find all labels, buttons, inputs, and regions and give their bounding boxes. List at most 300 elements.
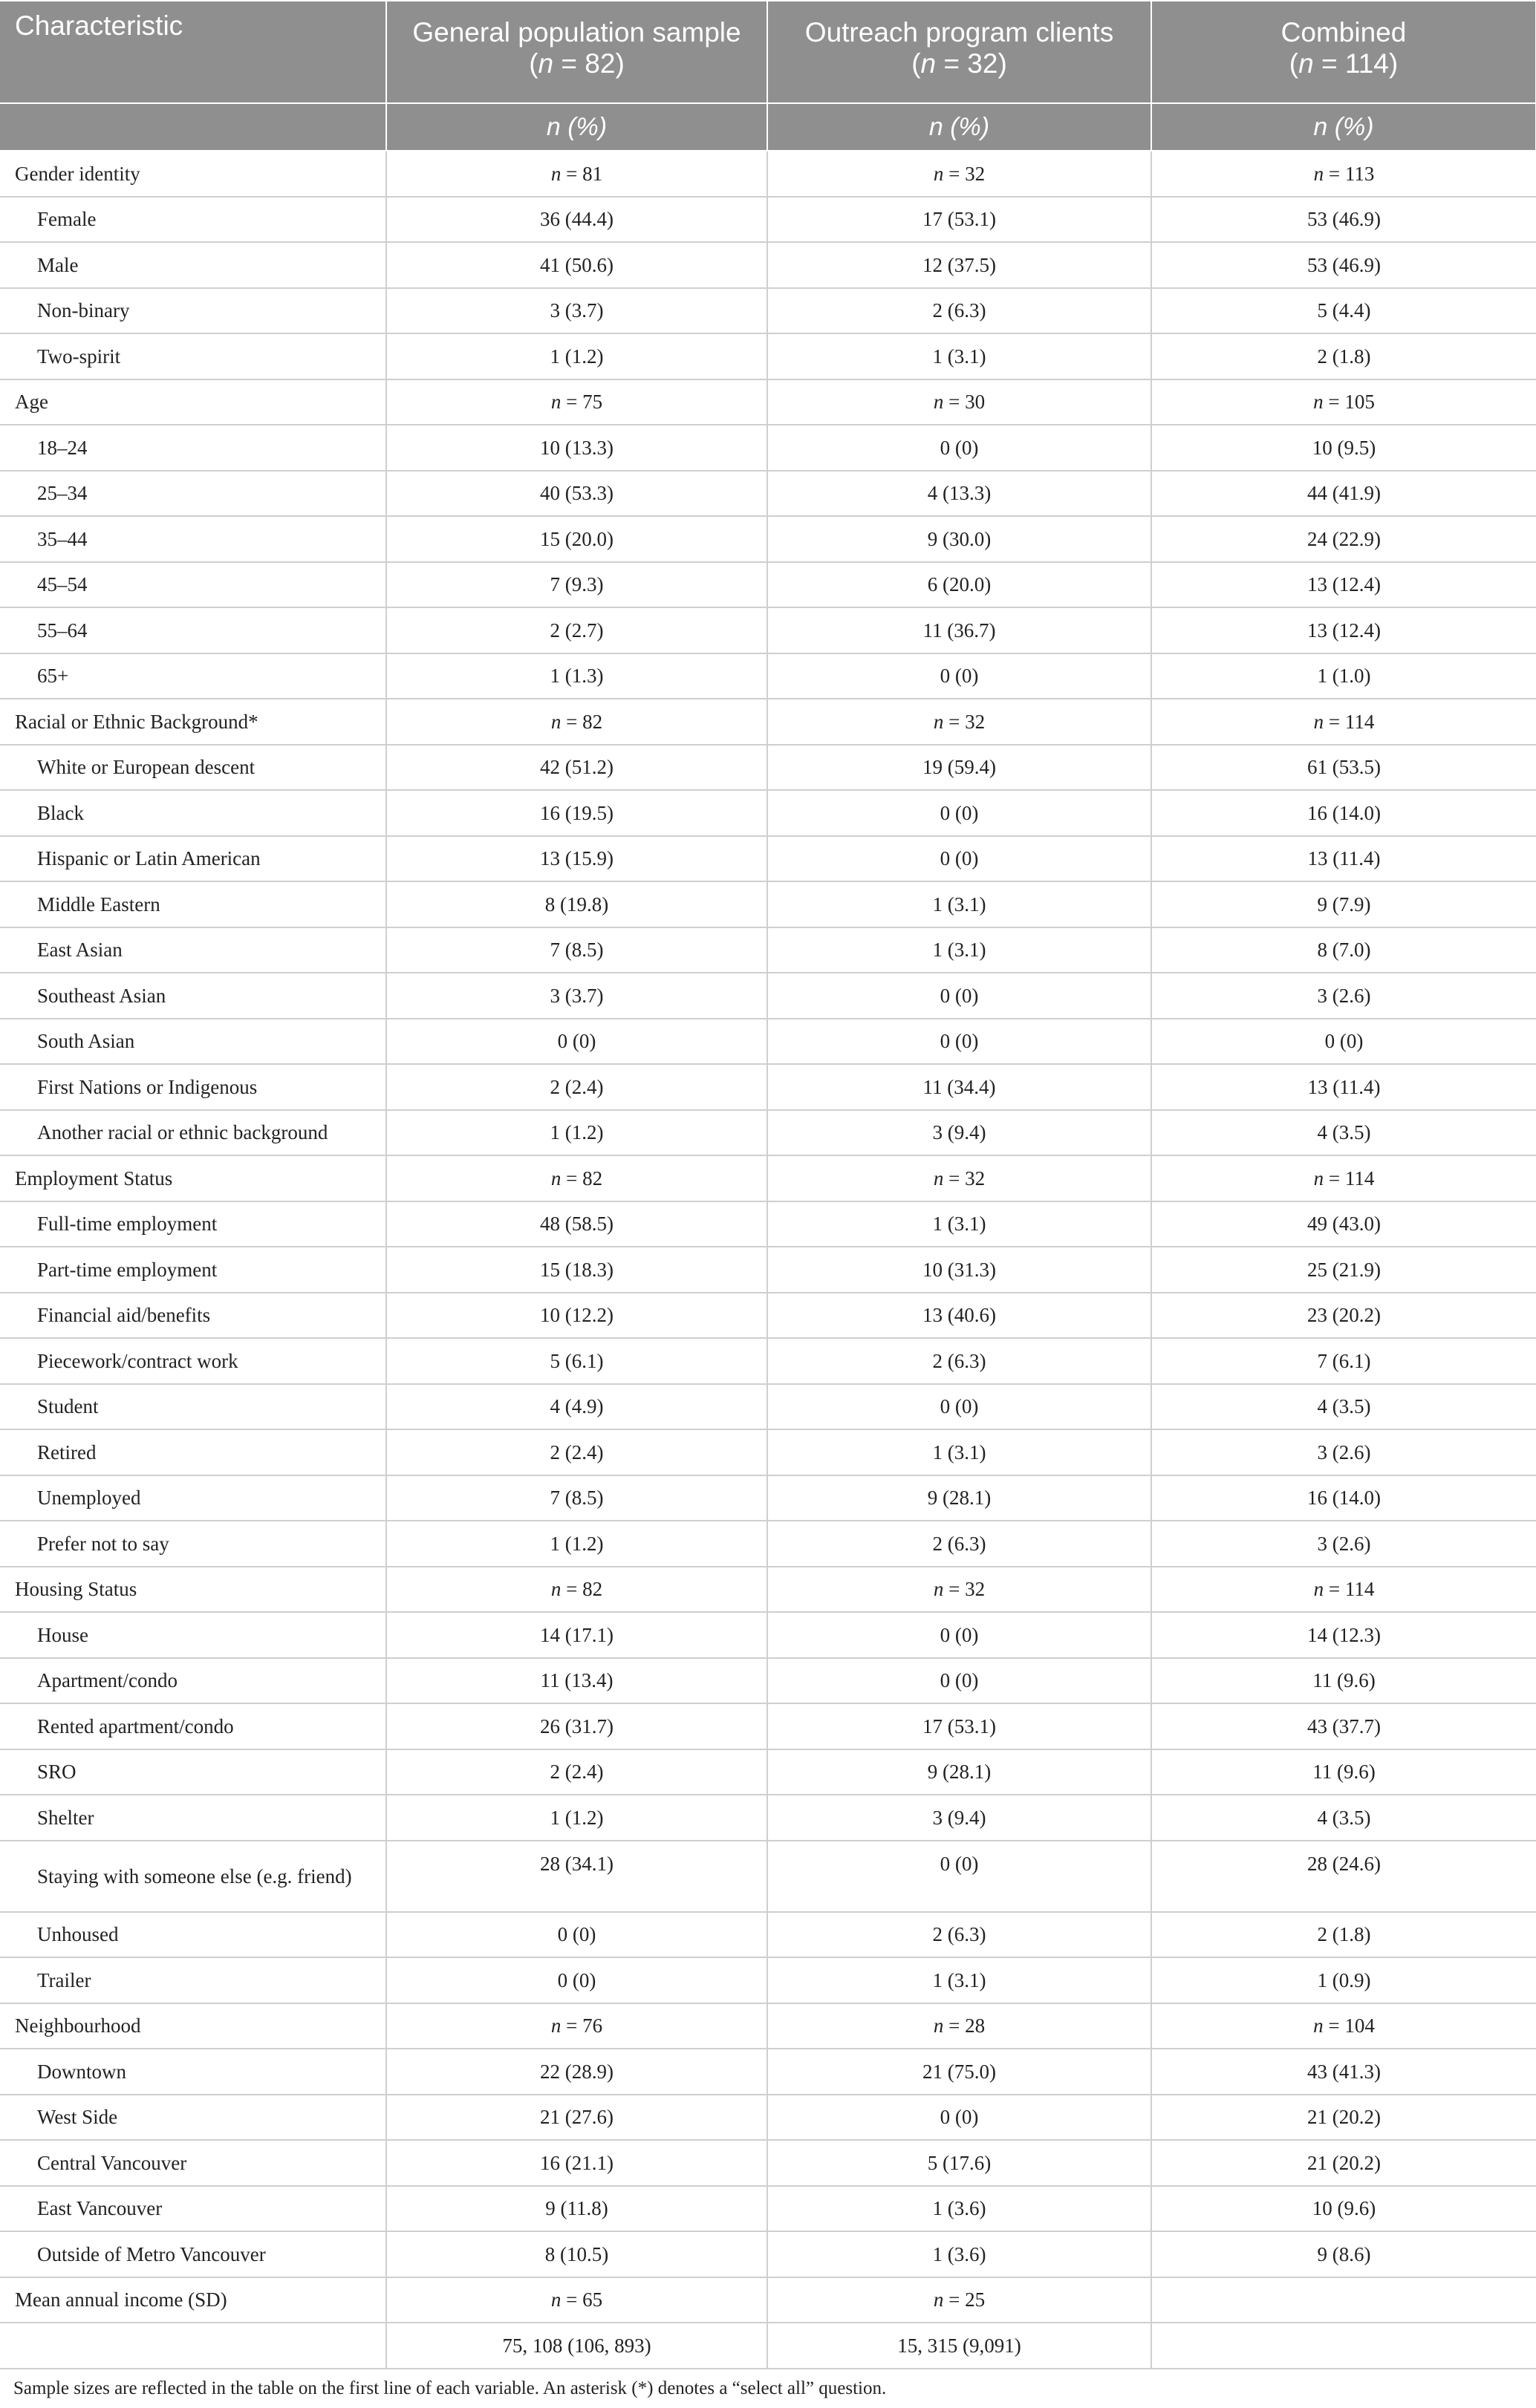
table-row bbox=[0, 2186, 1536, 2232]
outreach-clients-cell: 2 (6.3) bbox=[767, 1912, 1151, 1958]
outreach-clients-cell bbox=[767, 1155, 1151, 1201]
sample-size-n-label: n bbox=[933, 710, 944, 733]
table-row bbox=[0, 790, 1536, 836]
general-population-cell: 9 (11.8) bbox=[386, 2186, 767, 2232]
sample-size-n-label: n bbox=[1313, 391, 1324, 414]
general-population-cell: 15 (20.0) bbox=[386, 516, 767, 562]
outreach-clients-cell: 3 (9.4) bbox=[767, 1795, 1151, 1841]
outreach-clients-cell: 0 (0) bbox=[767, 973, 1151, 1019]
combined-cell: 13 (12.4) bbox=[1151, 562, 1536, 608]
table-row bbox=[0, 2231, 1536, 2277]
combined-cell: 1 (0.9) bbox=[1151, 1957, 1536, 2003]
general-population-cell: 2 (2.4) bbox=[386, 1064, 767, 1110]
category-label: 35–44 bbox=[0, 516, 386, 562]
outreach-clients-cell: 21 (75.0) bbox=[767, 2049, 1151, 2095]
category-label: Prefer not to say bbox=[0, 1521, 386, 1567]
general-population-cell bbox=[386, 379, 767, 425]
header-characteristic: Characteristic bbox=[0, 1, 386, 103]
category-label: Retired bbox=[0, 1429, 386, 1475]
combined-cell: 13 (12.4) bbox=[1151, 607, 1536, 653]
header-combined-n-open: ( bbox=[1289, 48, 1299, 79]
combined-cell: 28 (24.6) bbox=[1151, 1841, 1536, 1912]
combined-cell: 4 (3.5) bbox=[1151, 1110, 1536, 1156]
sample-size-value: = 113 bbox=[1324, 162, 1375, 185]
sample-size-value: = 81 bbox=[561, 162, 603, 185]
variable-label: Employment Status bbox=[0, 1155, 386, 1201]
general-population-cell: 1 (1.2) bbox=[386, 333, 767, 379]
outreach-clients-cell: 6 (20.0) bbox=[767, 562, 1151, 608]
category-label: Shelter bbox=[0, 1795, 386, 1841]
header-combined bbox=[1151, 1, 1536, 103]
category-label: 18–24 bbox=[0, 425, 386, 471]
combined-cell: 53 (46.9) bbox=[1151, 197, 1536, 243]
category-label: 25–34 bbox=[0, 471, 386, 517]
variable-label: Neighbourhood bbox=[0, 2003, 386, 2049]
table-row bbox=[0, 2140, 1536, 2186]
general-population-cell: 14 (17.1) bbox=[386, 1612, 767, 1658]
general-population-cell: 2 (2.4) bbox=[386, 1749, 767, 1795]
combined-cell: 13 (11.4) bbox=[1151, 1064, 1536, 1110]
general-population-cell: 8 (10.5) bbox=[386, 2231, 767, 2277]
table-row bbox=[0, 1612, 1536, 1658]
table-row bbox=[0, 333, 1536, 379]
general-population-cell: 11 (13.4) bbox=[386, 1658, 767, 1704]
category-label: East Vancouver bbox=[0, 2186, 386, 2232]
combined-cell: 16 (14.0) bbox=[1151, 790, 1536, 836]
outreach-clients-cell: 0 (0) bbox=[767, 2095, 1151, 2141]
general-population-cell: 28 (34.1) bbox=[386, 1841, 767, 1912]
general-population-cell: 40 (53.3) bbox=[386, 471, 767, 517]
table-row bbox=[0, 379, 1536, 425]
category-label: 55–64 bbox=[0, 607, 386, 653]
outreach-clients-cell: 4 (13.3) bbox=[767, 471, 1151, 517]
sample-size-n-label: n bbox=[550, 1167, 562, 1190]
general-population-cell bbox=[386, 1567, 767, 1613]
combined-cell: 4 (3.5) bbox=[1151, 1795, 1536, 1841]
combined-cell bbox=[1151, 1155, 1536, 1201]
sample-size-n-label: n bbox=[1313, 1167, 1324, 1190]
outreach-clients-cell: 1 (3.6) bbox=[767, 2186, 1151, 2232]
general-population-cell bbox=[386, 151, 767, 197]
outreach-clients-cell bbox=[767, 2003, 1151, 2049]
outreach-clients-cell: 12 (37.5) bbox=[767, 242, 1151, 288]
general-population-cell: 42 (51.2) bbox=[386, 745, 767, 791]
subheader-empty bbox=[0, 103, 386, 151]
outreach-clients-cell: 19 (59.4) bbox=[767, 745, 1151, 791]
category-label: Staying with someone else (e.g. friend) bbox=[0, 1841, 386, 1912]
outreach-clients-cell: 0 (0) bbox=[767, 1841, 1151, 1912]
header-combined-title: Combined bbox=[1280, 17, 1407, 48]
table-row bbox=[0, 836, 1536, 882]
outreach-clients-cell bbox=[767, 699, 1151, 745]
table-row bbox=[0, 1749, 1536, 1795]
general-population-cell: 15 (18.3) bbox=[386, 1247, 767, 1293]
table-row bbox=[0, 2323, 1536, 2369]
outreach-clients-cell: 1 (3.1) bbox=[767, 1429, 1151, 1475]
sample-size-n-label: n bbox=[1313, 162, 1324, 185]
combined-cell: 21 (20.2) bbox=[1151, 2095, 1536, 2141]
header-general-population-n-open: ( bbox=[529, 48, 538, 79]
combined-cell: 49 (43.0) bbox=[1151, 1201, 1536, 1247]
header-combined-n-value: = 114) bbox=[1313, 48, 1399, 79]
variable-label: Gender identity bbox=[0, 151, 386, 197]
outreach-clients-cell: 1 (3.6) bbox=[767, 2231, 1151, 2277]
sample-size-n-label: n bbox=[933, 162, 944, 185]
table-row bbox=[0, 1841, 1536, 1912]
outreach-clients-cell bbox=[767, 1567, 1151, 1613]
combined-cell: 14 (12.3) bbox=[1151, 1612, 1536, 1658]
table-row bbox=[0, 653, 1536, 699]
general-population-cell: 10 (12.2) bbox=[386, 1293, 767, 1339]
combined-cell: 9 (8.6) bbox=[1151, 2231, 1536, 2277]
header-general-population-n-value: = 82) bbox=[553, 48, 625, 79]
sample-size-value: = 104 bbox=[1323, 2014, 1375, 2037]
sample-size-value: = 76 bbox=[561, 2014, 603, 2037]
category-label: Unemployed bbox=[0, 1475, 386, 1521]
category-label: House bbox=[0, 1612, 386, 1658]
table-row bbox=[0, 562, 1536, 608]
outreach-clients-cell: 17 (53.1) bbox=[767, 197, 1151, 243]
general-population-cell bbox=[386, 2277, 767, 2323]
combined-cell: 16 (14.0) bbox=[1151, 1475, 1536, 1521]
outreach-clients-cell: 0 (0) bbox=[767, 1384, 1151, 1430]
variable-label bbox=[0, 2323, 386, 2369]
sample-size-value: = 32 bbox=[943, 162, 986, 185]
category-label: Financial aid/benefits bbox=[0, 1293, 386, 1339]
table-row bbox=[0, 1155, 1536, 1201]
outreach-clients-cell: 9 (30.0) bbox=[767, 516, 1151, 562]
table-row bbox=[0, 927, 1536, 973]
table-row bbox=[0, 607, 1536, 653]
sample-size-n-label: n bbox=[550, 162, 562, 185]
table-row bbox=[0, 1110, 1536, 1156]
variable-label: Age bbox=[0, 379, 386, 425]
combined-cell bbox=[1151, 1567, 1536, 1613]
variable-label: Racial or Ethnic Background* bbox=[0, 699, 386, 745]
category-label: SRO bbox=[0, 1749, 386, 1795]
outreach-clients-cell: 5 (17.6) bbox=[767, 2140, 1151, 2186]
combined-cell: 9 (7.9) bbox=[1151, 881, 1536, 927]
table-row bbox=[0, 745, 1536, 791]
combined-cell: 21 (20.2) bbox=[1151, 2140, 1536, 2186]
combined-cell: 11 (9.6) bbox=[1151, 1749, 1536, 1795]
category-label: 65+ bbox=[0, 653, 386, 699]
table-row bbox=[0, 1795, 1536, 1841]
combined-cell: 43 (37.7) bbox=[1151, 1703, 1536, 1749]
header-outreach-clients-title: Outreach program clients bbox=[804, 17, 1114, 48]
outreach-clients-cell: 2 (6.3) bbox=[767, 1338, 1151, 1384]
table-row bbox=[0, 288, 1536, 334]
general-population-cell: 48 (58.5) bbox=[386, 1201, 767, 1247]
combined-cell: 13 (11.4) bbox=[1151, 836, 1536, 882]
combined-cell: 23 (20.2) bbox=[1151, 1293, 1536, 1339]
sample-size-value: = 28 bbox=[943, 2014, 986, 2037]
category-label: White or European descent bbox=[0, 745, 386, 791]
general-population-cell: 7 (9.3) bbox=[386, 562, 767, 608]
general-population-cell: 4 (4.9) bbox=[386, 1384, 767, 1430]
general-population-cell: 13 (15.9) bbox=[386, 836, 767, 882]
table-row bbox=[0, 1703, 1536, 1749]
outreach-clients-cell: 11 (34.4) bbox=[767, 1064, 1151, 1110]
header-outreach-clients bbox=[767, 1, 1151, 103]
general-population-cell bbox=[386, 2003, 767, 2049]
outreach-clients-cell bbox=[767, 151, 1151, 197]
table-row bbox=[0, 2003, 1536, 2049]
combined-cell: 24 (22.9) bbox=[1151, 516, 1536, 562]
combined-cell bbox=[1151, 151, 1536, 197]
sample-size-value: = 114 bbox=[1324, 1578, 1375, 1601]
variable-label: Housing Status bbox=[0, 1567, 386, 1613]
combined-cell: 3 (2.6) bbox=[1151, 1429, 1536, 1475]
outreach-clients-cell: 0 (0) bbox=[767, 653, 1151, 699]
table-row bbox=[0, 1658, 1536, 1704]
general-population-cell: 3 (3.7) bbox=[386, 288, 767, 334]
general-population-cell: 0 (0) bbox=[386, 1019, 767, 1065]
general-population-cell: 2 (2.7) bbox=[386, 607, 767, 653]
category-label: Southeast Asian bbox=[0, 973, 386, 1019]
table-row bbox=[0, 1019, 1536, 1065]
category-label: South Asian bbox=[0, 1019, 386, 1065]
outreach-clients-cell: 1 (3.1) bbox=[767, 1201, 1151, 1247]
table-row bbox=[0, 1475, 1536, 1521]
category-label: Hispanic or Latin American bbox=[0, 836, 386, 882]
table-footnote: Sample sizes are reflected in the table on the first line of each variable. An asterisk (*) denotes a “select all” question. bbox=[13, 2378, 887, 2398]
category-label: Part-time employment bbox=[0, 1247, 386, 1293]
general-population-cell: 75, 108 (106, 893) bbox=[386, 2323, 767, 2369]
combined-cell bbox=[1151, 2323, 1536, 2369]
combined-cell: 44 (41.9) bbox=[1151, 471, 1536, 517]
category-label: Central Vancouver bbox=[0, 2140, 386, 2186]
category-label: Rented apartment/condo bbox=[0, 1703, 386, 1749]
general-population-cell: 1 (1.2) bbox=[386, 1795, 767, 1841]
combined-cell: 61 (53.5) bbox=[1151, 745, 1536, 791]
header-general-population-title: General population sample bbox=[412, 17, 741, 48]
sample-size-n-label: n bbox=[1313, 710, 1324, 733]
table-row bbox=[0, 1384, 1536, 1430]
variable-label: Mean annual income (SD) bbox=[0, 2277, 386, 2323]
outreach-clients-cell: 0 (0) bbox=[767, 1612, 1151, 1658]
table-row bbox=[0, 471, 1536, 517]
general-population-cell: 0 (0) bbox=[386, 1912, 767, 1958]
outreach-clients-cell: 13 (40.6) bbox=[767, 1293, 1151, 1339]
sample-size-value: = 32 bbox=[943, 710, 986, 733]
combined-cell: 43 (41.3) bbox=[1151, 2049, 1536, 2095]
header-combined-n-label: n bbox=[1298, 48, 1314, 79]
sample-size-value: = 114 bbox=[1324, 710, 1375, 733]
category-label: East Asian bbox=[0, 927, 386, 973]
table-row bbox=[0, 699, 1536, 745]
table-row bbox=[0, 1338, 1536, 1384]
general-population-cell: 7 (8.5) bbox=[386, 927, 767, 973]
category-label: West Side bbox=[0, 2095, 386, 2141]
sample-size-n-label: n bbox=[1313, 2014, 1324, 2037]
table-row bbox=[0, 881, 1536, 927]
sample-size-value: = 105 bbox=[1323, 391, 1375, 414]
general-population-cell: 10 (13.3) bbox=[386, 425, 767, 471]
general-population-cell: 41 (50.6) bbox=[386, 242, 767, 288]
table-row bbox=[0, 1247, 1536, 1293]
outreach-clients-cell: 2 (6.3) bbox=[767, 1521, 1151, 1567]
combined-cell: 2 (1.8) bbox=[1151, 1912, 1536, 1958]
general-population-cell: 1 (1.2) bbox=[386, 1521, 767, 1567]
sample-size-value: = 75 bbox=[561, 391, 603, 414]
sample-size-value: = 32 bbox=[943, 1578, 986, 1601]
category-label: 45–54 bbox=[0, 562, 386, 608]
combined-cell bbox=[1151, 699, 1536, 745]
category-label: Piecework/contract work bbox=[0, 1338, 386, 1384]
category-label: Black bbox=[0, 790, 386, 836]
combined-cell: 8 (7.0) bbox=[1151, 927, 1536, 973]
sample-size-value: = 32 bbox=[943, 1167, 986, 1190]
outreach-clients-cell: 9 (28.1) bbox=[767, 1749, 1151, 1795]
sample-size-value: = 82 bbox=[561, 710, 603, 733]
combined-cell: 4 (3.5) bbox=[1151, 1384, 1536, 1430]
outreach-clients-cell: 1 (3.1) bbox=[767, 927, 1151, 973]
outreach-clients-cell: 1 (3.1) bbox=[767, 333, 1151, 379]
header-general-population-n-label: n bbox=[538, 48, 554, 79]
combined-cell: 7 (6.1) bbox=[1151, 1338, 1536, 1384]
general-population-cell: 1 (1.3) bbox=[386, 653, 767, 699]
sample-size-value: = 82 bbox=[561, 1167, 603, 1190]
sample-size-n-label: n bbox=[550, 2288, 562, 2311]
sample-size-value: = 25 bbox=[943, 2288, 986, 2311]
category-label: Two-spirit bbox=[0, 333, 386, 379]
table-row bbox=[0, 1567, 1536, 1613]
category-label: Outside of Metro Vancouver bbox=[0, 2231, 386, 2277]
combined-cell bbox=[1151, 2003, 1536, 2049]
outreach-clients-cell: 3 (9.4) bbox=[767, 1110, 1151, 1156]
combined-cell: 10 (9.5) bbox=[1151, 425, 1536, 471]
combined-cell: 5 (4.4) bbox=[1151, 288, 1536, 334]
sample-size-value: = 82 bbox=[561, 1578, 603, 1601]
general-population-cell: 8 (19.8) bbox=[386, 881, 767, 927]
subheader-outreach-clients: n (%) bbox=[767, 103, 1151, 151]
general-population-cell: 22 (28.9) bbox=[386, 2049, 767, 2095]
category-label: Another racial or ethnic background bbox=[0, 1110, 386, 1156]
category-label: Full-time employment bbox=[0, 1201, 386, 1247]
table-row bbox=[0, 2049, 1536, 2095]
subheader-general-population: n (%) bbox=[386, 103, 767, 151]
table-row bbox=[0, 1293, 1536, 1339]
general-population-cell: 0 (0) bbox=[386, 1957, 767, 2003]
outreach-clients-cell: 2 (6.3) bbox=[767, 288, 1151, 334]
sample-size-n-label: n bbox=[933, 391, 944, 414]
table-row bbox=[0, 1201, 1536, 1247]
sample-size-n-label: n bbox=[933, 2288, 944, 2311]
sample-size-n-label: n bbox=[550, 391, 562, 414]
general-population-cell: 16 (21.1) bbox=[386, 2140, 767, 2186]
category-label: Non-binary bbox=[0, 288, 386, 334]
sample-size-value: = 30 bbox=[943, 391, 986, 414]
table-row bbox=[0, 516, 1536, 562]
general-population-cell: 7 (8.5) bbox=[386, 1475, 767, 1521]
outreach-clients-cell: 1 (3.1) bbox=[767, 881, 1151, 927]
table-row bbox=[0, 2277, 1536, 2323]
combined-cell: 53 (46.9) bbox=[1151, 242, 1536, 288]
combined-cell: 3 (2.6) bbox=[1151, 1521, 1536, 1567]
header-outreach-clients-n-value: = 32) bbox=[936, 48, 1007, 79]
category-label: Male bbox=[0, 242, 386, 288]
general-population-cell: 21 (27.6) bbox=[386, 2095, 767, 2141]
general-population-cell: 2 (2.4) bbox=[386, 1429, 767, 1475]
combined-cell bbox=[1151, 379, 1536, 425]
outreach-clients-cell: 0 (0) bbox=[767, 425, 1151, 471]
category-label: Downtown bbox=[0, 2049, 386, 2095]
general-population-cell: 26 (31.7) bbox=[386, 1703, 767, 1749]
table-body bbox=[0, 151, 1536, 2369]
outreach-clients-cell: 10 (31.3) bbox=[767, 1247, 1151, 1293]
table-row bbox=[0, 151, 1536, 197]
combined-cell bbox=[1151, 2277, 1536, 2323]
category-label: First Nations or Indigenous bbox=[0, 1064, 386, 1110]
combined-cell: 25 (21.9) bbox=[1151, 1247, 1536, 1293]
table-row bbox=[0, 2095, 1536, 2141]
combined-cell: 10 (9.6) bbox=[1151, 2186, 1536, 2232]
outreach-clients-cell bbox=[767, 2277, 1151, 2323]
table-row bbox=[0, 973, 1536, 1019]
outreach-clients-cell: 0 (0) bbox=[767, 1019, 1151, 1065]
outreach-clients-cell: 15, 315 (9,091) bbox=[767, 2323, 1151, 2369]
table-row bbox=[0, 1429, 1536, 1475]
outreach-clients-cell: 0 (0) bbox=[767, 836, 1151, 882]
subheader-combined: n (%) bbox=[1151, 103, 1536, 151]
header-general-population bbox=[386, 1, 767, 103]
category-label: Trailer bbox=[0, 1957, 386, 2003]
table-row bbox=[0, 425, 1536, 471]
combined-cell: 0 (0) bbox=[1151, 1019, 1536, 1065]
sample-size-n-label: n bbox=[933, 1578, 944, 1601]
combined-cell: 1 (1.0) bbox=[1151, 653, 1536, 699]
sample-size-n-label: n bbox=[550, 710, 562, 733]
outreach-clients-cell: 17 (53.1) bbox=[767, 1703, 1151, 1749]
combined-cell: 11 (9.6) bbox=[1151, 1658, 1536, 1704]
table-row bbox=[0, 242, 1536, 288]
outreach-clients-cell bbox=[767, 379, 1151, 425]
sample-size-n-label: n bbox=[933, 2014, 944, 2037]
table-header bbox=[0, 1, 1536, 151]
header-outreach-clients-n-open: ( bbox=[911, 48, 921, 79]
sample-size-value: = 65 bbox=[561, 2288, 603, 2311]
table-row bbox=[0, 1912, 1536, 1958]
general-population-cell: 1 (1.2) bbox=[386, 1110, 767, 1156]
category-label: Student bbox=[0, 1384, 386, 1430]
category-label: Unhoused bbox=[0, 1912, 386, 1958]
general-population-cell: 16 (19.5) bbox=[386, 790, 767, 836]
general-population-cell bbox=[386, 699, 767, 745]
outreach-clients-cell: 0 (0) bbox=[767, 790, 1151, 836]
general-population-cell: 5 (6.1) bbox=[386, 1338, 767, 1384]
table-row bbox=[0, 197, 1536, 243]
general-population-cell: 36 (44.4) bbox=[386, 197, 767, 243]
combined-cell: 2 (1.8) bbox=[1151, 333, 1536, 379]
outreach-clients-cell: 1 (3.1) bbox=[767, 1957, 1151, 2003]
general-population-cell: 3 (3.7) bbox=[386, 973, 767, 1019]
table-row bbox=[0, 1957, 1536, 2003]
outreach-clients-cell: 9 (28.1) bbox=[767, 1475, 1151, 1521]
sample-size-n-label: n bbox=[933, 1167, 944, 1190]
sample-size-value: = 114 bbox=[1324, 1167, 1375, 1190]
outreach-clients-cell: 0 (0) bbox=[767, 1658, 1151, 1704]
combined-cell: 3 (2.6) bbox=[1151, 973, 1536, 1019]
category-label: Female bbox=[0, 197, 386, 243]
sample-size-n-label: n bbox=[1313, 1578, 1324, 1601]
sample-size-n-label: n bbox=[550, 1578, 562, 1601]
outreach-clients-cell: 11 (36.7) bbox=[767, 607, 1151, 653]
header-outreach-clients-n-label: n bbox=[920, 48, 937, 79]
sample-size-n-label: n bbox=[550, 2014, 562, 2037]
category-label: Middle Eastern bbox=[0, 881, 386, 927]
category-label: Apartment/condo bbox=[0, 1658, 386, 1704]
